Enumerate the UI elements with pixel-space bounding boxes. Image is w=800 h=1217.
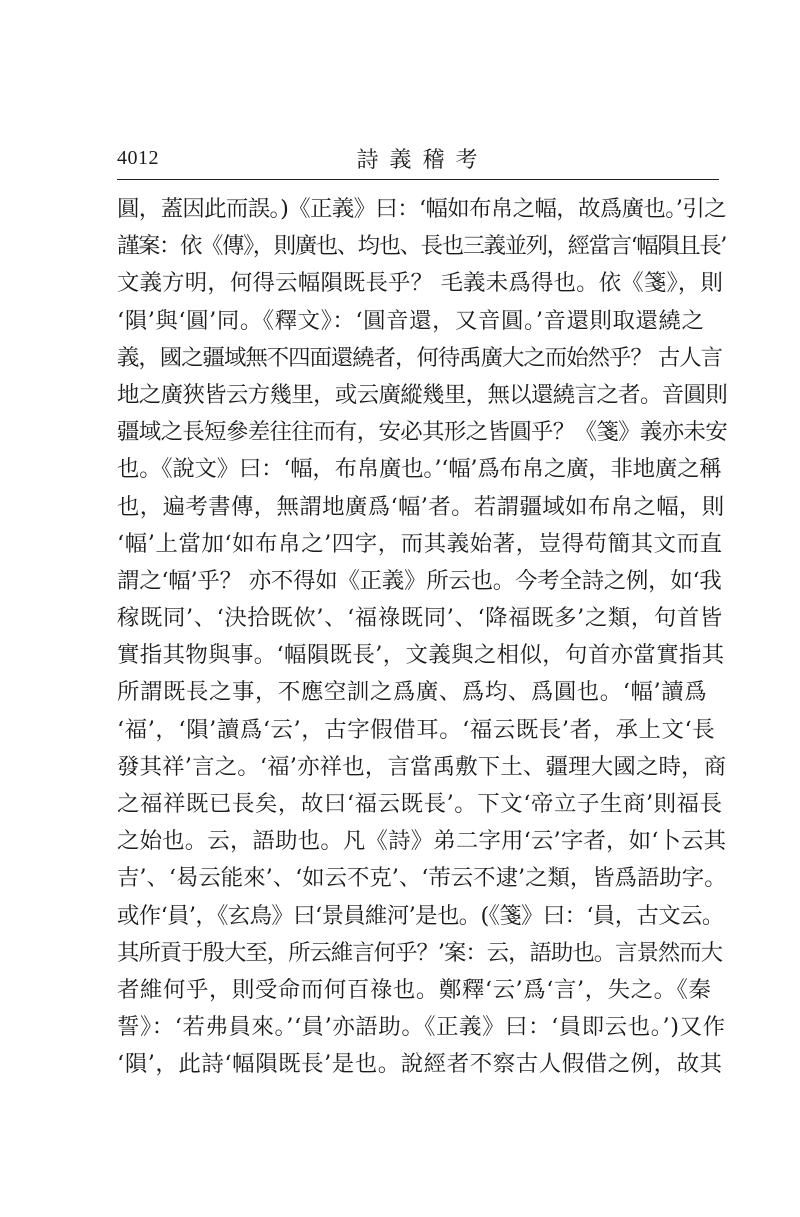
page-header — [117, 143, 717, 177]
text-line: 疆域之長短參差往往而有，安必其形之皆圓乎？《箋》義亦未安 — [117, 419, 728, 446]
body-text — [117, 191, 727, 1084]
text-line: 也。《說文》曰：‘幅，布帛廣也。’‘幅’爲布帛之廣，非地廣之稱 — [117, 456, 722, 483]
text-line: 謂之‘幅’乎？ 亦不得如《正義》所云也。今考全詩之例，如‘我 — [117, 567, 722, 594]
text-line: 義，國之疆域無不四面還繞者，何待禹廣大之而始然乎？ 古人言 — [117, 344, 723, 371]
text-line: ‘隕’，此詩‘幅隕既長’是也。說經者不察古人假借之例，故其 — [117, 1051, 723, 1078]
text-line: 文義方明，何得云幅隕既長乎？ 毛義未爲得也。依《箋》，則 — [117, 270, 724, 297]
text-line: ‘幅’上當加‘如布帛之’四字，而其義始著，豈得苟簡其文而直 — [117, 530, 723, 557]
text-line: ‘隕’與‘圓’同。《釋文》：‘圓音還，又音圓。’音還則取還繞之 — [117, 307, 705, 334]
text-line: ‘福’，‘隕’讀爲‘云’，古字假借耳。‘福云既長’者，承上文‘長 — [117, 716, 716, 743]
text-line: 稼既同’、‘決拾既佽’、‘福祿既同’、‘降福既多’之類，句首皆 — [117, 605, 723, 632]
text-line: 或作‘員’，《玄鳥》曰‘景員維河’是也。(《箋》曰：‘員，古文云。 — [117, 902, 724, 929]
text-line: 發其祥’言之。‘福’亦祥也，言當禹敷下土、疆理大國之時，商 — [117, 753, 727, 780]
text-line: 吉’、‘曷云能來’、‘如云不克’、‘芾云不逮’之類，皆爲語助字。 — [117, 865, 727, 892]
text-line: 者維何乎，則受命而何百祿也。鄭釋‘云’爲‘言’，失之。《秦 — [117, 976, 712, 1003]
text-line: 其所貢于殷大至，所云維言何乎？’案：云，語助也。言景然而大 — [117, 939, 723, 966]
running-title: 詩義稽考 — [356, 148, 489, 173]
header-rule — [117, 179, 719, 180]
text-line: 實指其物與事。‘幅隕既長’，文義與之相似，句首亦當實指其 — [117, 642, 725, 669]
text-line: 也，遍考書傳，無謂地廣爲‘幅’者。若謂疆域如布帛之幅，則 — [117, 493, 725, 520]
text-line: 之始也。云，語助也。凡《詩》弟二字用‘云’字者，如‘卜云其 — [117, 828, 727, 855]
page-number: 4012 — [117, 147, 159, 169]
text-line: 之福祥既已長矣，故曰‘福云既長’。下文‘帝立子生商’則福長 — [117, 791, 723, 817]
text-line: 誓》：‘若弗員來。’‘員’亦語助。《正義》曰：‘員即云也。’)又作 — [117, 1014, 726, 1041]
text-line: 所謂既長之事，不應空訓之爲廣、爲均、爲圓也。‘幅’讀爲 — [117, 679, 708, 706]
text-line: 圓，蓋因此而誤。)《正義》曰：‘幅如布帛之幅，故爲廣也。’引之 — [117, 196, 726, 222]
text-line: 謹案：依《傳》，則廣也、均也、長也三義並列，經當言‘幅隕且長’ — [117, 233, 726, 260]
text-line: 地之廣狹皆云方幾里，或云廣縱幾里，無以還繞言之者。音圓則 — [117, 381, 728, 408]
